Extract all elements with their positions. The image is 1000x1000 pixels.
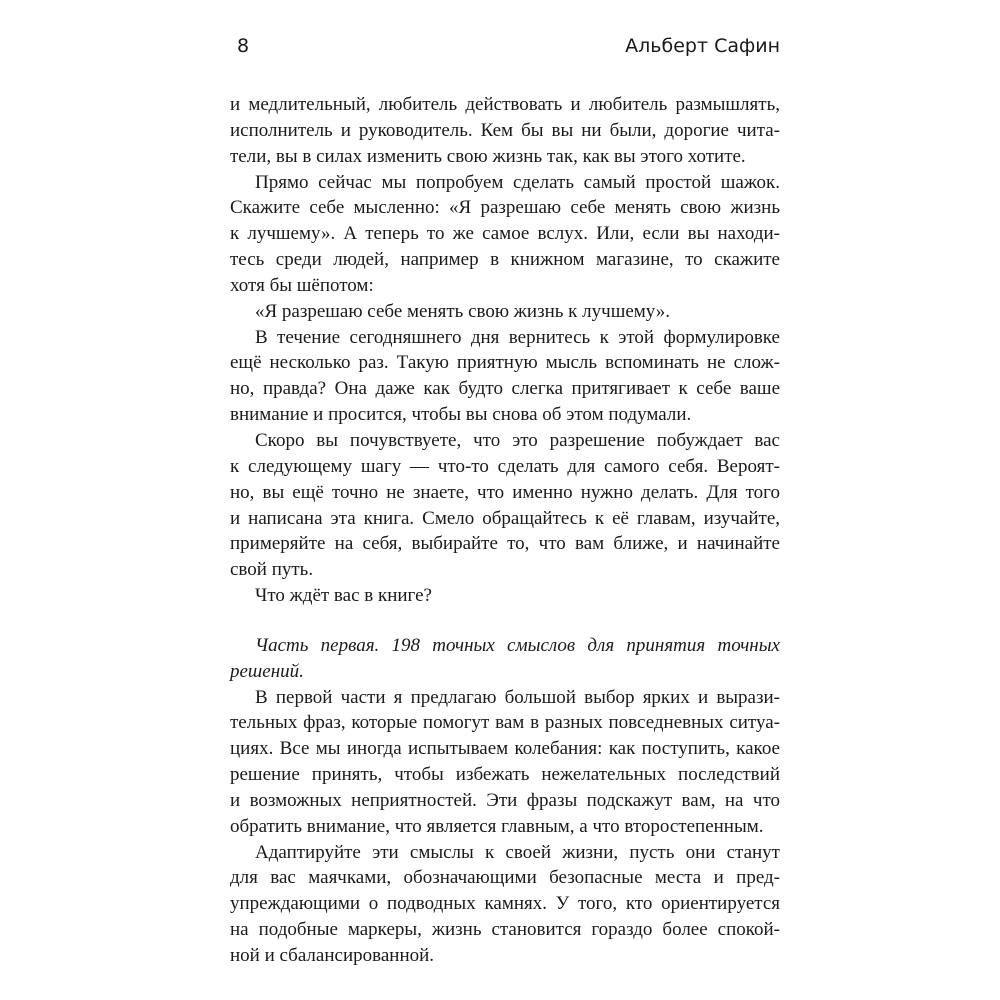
text-line: В первой части я предлагаю большой выбор ярких и вырази- [255, 686, 780, 708]
text-line: внимание и просится, чтобы вы снова об этом подумали. [230, 404, 692, 426]
text-line: Что ждёт вас в книге? [255, 585, 432, 607]
text-line: но, вы ещё точно не знаете, что именно нужно делать. Для того [230, 481, 780, 503]
paragraph [230, 170, 780, 299]
paragraph [230, 685, 780, 840]
text-line: для вас маячками, обозначающими безопасные места и пред- [230, 867, 780, 889]
paragraph [230, 633, 780, 685]
paragraph [230, 92, 780, 170]
paragraph [230, 840, 780, 969]
running-header [230, 35, 780, 57]
text-line: к лучшему». А теперь то же самое вслух. Или, если вы находи- [230, 223, 780, 245]
text-line: на подобные маркеры, жизнь становится гораздо более спокой- [230, 919, 780, 941]
text-line: хотя бы шёпотом: [230, 274, 374, 296]
page-number: 8 [237, 35, 250, 57]
text-line: но, правда? Она даже как будто слегка притягивает к себе ваше [230, 378, 780, 400]
paragraph [230, 428, 780, 583]
text-line: и медлительный, любитель действовать и любитель размышлять, [230, 94, 780, 115]
text-line: решение принять, чтобы избежать нежелательных последствий [230, 764, 780, 786]
text-line: обратить внимание, что является главным, а что второстепенным. [230, 815, 764, 837]
text-line: примеряйте на себя, выбирайте то, что вам ближе, и начинайте [230, 533, 780, 555]
text-line: исполнитель и руководитель. Кем бы вы ни были, дорогие чита- [230, 119, 780, 141]
text-line: тельных фраз, которые помогут вам в разных повседневных ситуа- [230, 712, 780, 734]
text-line: тели, вы в силах изменить свою жизнь так, как вы этого хотите. [230, 145, 746, 167]
text-line: ещё несколько раз. Такую приятную мысль вспоминать не слож- [230, 352, 780, 374]
text-line: Скоро вы почувствуете, что это разрешение побуждает вас [255, 429, 780, 451]
text-line: Часть первая. 198 точных смыслов для принятия точных [255, 634, 780, 656]
paragraph [230, 325, 780, 428]
text-line: циях. Все мы иногда испытываем колебания: как поступить, какое [230, 738, 780, 760]
text-line: «Я разрешаю себе менять свою жизнь к лучшему». [255, 300, 671, 322]
text-line: Адаптируйте эти смыслы к своей жизни, пусть они станут [255, 841, 780, 863]
text-line: Скажите себе мысленно: «Я разрешаю себе менять свою жизнь [230, 197, 780, 219]
running-head-author: Альберт Сафин [625, 35, 780, 57]
text-line: В течение сегодняшнего дня вернитесь к этой формулировке [255, 326, 780, 348]
text-line: Прямо сейчас мы попробуем сделать самый простой шажок. [255, 171, 780, 193]
text-line: решений. [230, 660, 304, 682]
text-line: и возможных неприятностей. Эти фразы подскажут вам, на что [230, 789, 780, 811]
paragraph [230, 299, 780, 325]
text-line: упреждающими о подводных камнях. У того, кто ориентируется [230, 893, 780, 915]
text-line: тесь среди людей, например в книжном магазине, то скажите [230, 249, 780, 271]
text-line: к следующему шагу — что-то сделать для самого себя. Вероят- [230, 455, 780, 477]
paragraph [230, 583, 780, 609]
body-text [230, 92, 780, 969]
text-line: свой путь. [230, 559, 314, 581]
text-line: и написана эта книга. Смело обращайтесь к её главам, изучайте, [230, 507, 780, 529]
text-line: ной и сбалансированной. [230, 945, 435, 966]
